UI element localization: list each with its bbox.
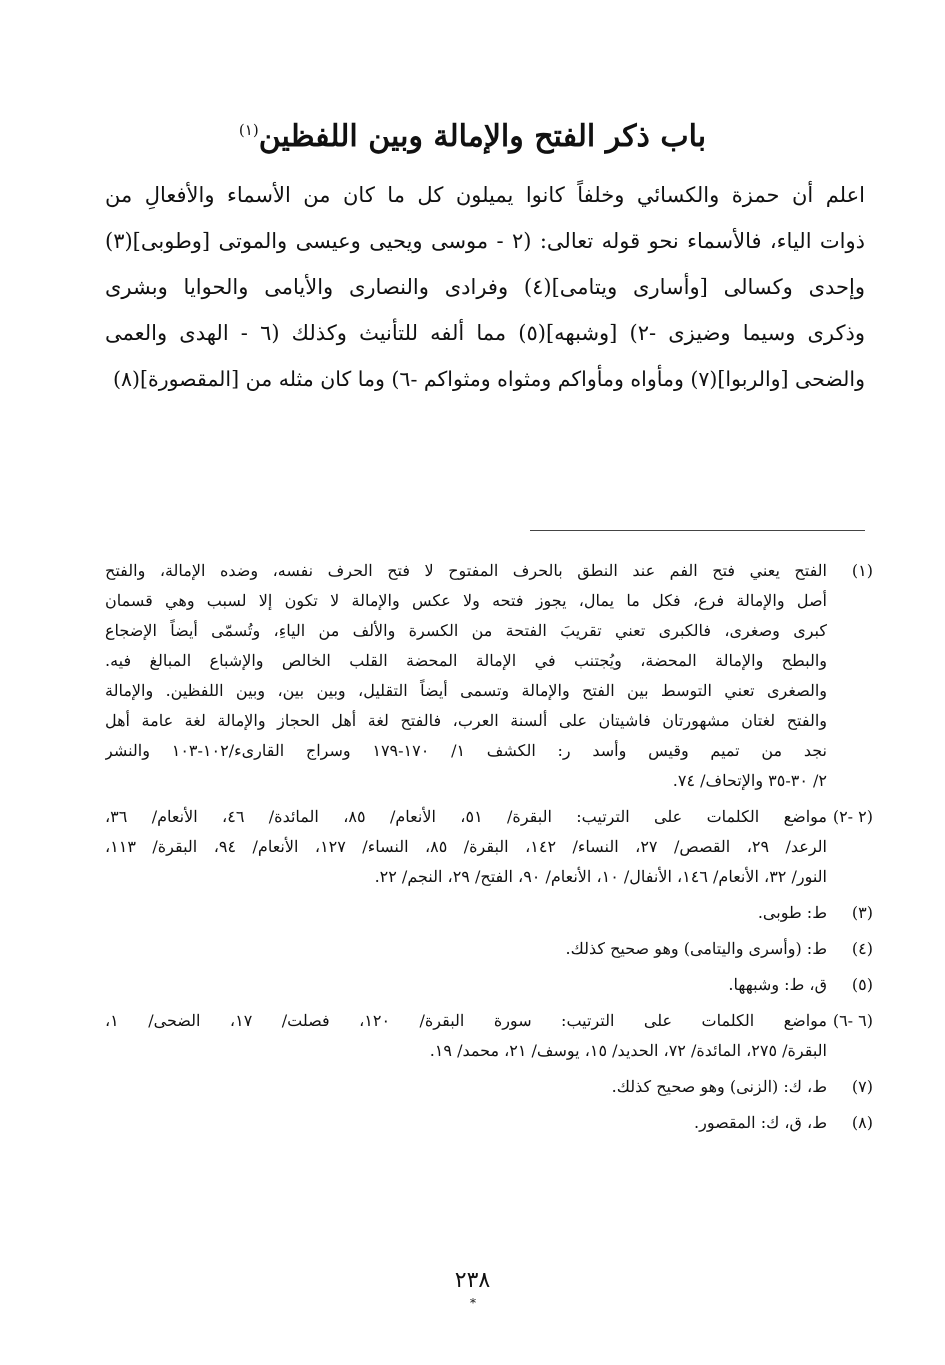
footnote-line: ط، ك: (الزنى) وهو صحيح كذلك. <box>611 1077 827 1096</box>
footnote-separator <box>530 530 865 531</box>
footnote-body <box>105 1006 827 1066</box>
footnote-line: ط، ق، ك: المقصور. <box>694 1113 827 1132</box>
chapter-title-text: باب ذكر الفتح والإمالة وبين اللفظين <box>258 119 707 154</box>
footnote-number: (٨) <box>851 1113 873 1132</box>
footnote-line: والصغرى تعني التوسط بين الفتح والإمالة وتسمى أيضاً التقليل، وبين بين، وبين اللفظين. والإمالة <box>105 681 827 700</box>
main-text <box>105 172 865 402</box>
footnote <box>105 934 873 964</box>
footnote-line: البقرة/ ٢٧٥، المائدة/ ٧٢، الحديد/ ١٥، يوسف/ ٢١، محمد/ ١٩. <box>429 1041 827 1060</box>
main-text-line: وإحدى وكسالى [وأسارى ويتامى](٤) وفرادى والنصارى والأيامى والحوايا وبشرى <box>105 275 865 299</box>
footnote-line: ط: طوبى. <box>757 903 827 922</box>
footnotes <box>105 556 873 1144</box>
footnote-line: الفتح يعني فتح الفم عند النطق بالحرف المفتوح لا فتح الحرف نفسه، وضده الإمالة، والفتح <box>105 561 827 580</box>
chapter-title <box>0 108 945 159</box>
footnote-number: (٤) <box>851 939 873 958</box>
bottom-mark: * <box>470 1296 476 1310</box>
footnote <box>105 898 873 928</box>
footnote-number: (٢ -٢) <box>832 807 873 826</box>
footnote-line: النور/ ٣٢، الأنعام/ ١٤٦، الأنفال/ ١٠، الأنعام/ ٩٠، الفتح/ ٢٩، النجم/ ٢٢. <box>374 867 827 886</box>
main-text-line: والضحى [والربوا](٧) ومأواه ومأواكم ومثواه ومثواكم -٦) وما كان مثله من [المقصورة](٨) <box>112 367 865 391</box>
footnote-number: (٣) <box>851 903 873 922</box>
footnote <box>105 1072 873 1102</box>
footnote-body <box>105 970 827 1000</box>
footnote-body <box>105 556 827 796</box>
footnote-line: أصل والإمالة فرع، فكل ما يمال، يجوز فتحه ولا عكس والإمالة لا تكون إلا لسبب وهي قسمان <box>105 591 827 610</box>
footnote-number: (٧) <box>851 1077 873 1096</box>
footnote-line: مواضع الكلمات على الترتيب: البقرة/ ٥١، الأنعام/ ٨٥، المائدة/ ٤٦، الأنعام/ ٣٦، <box>105 807 827 826</box>
footnote-line: ط: (وأسرى واليتامى) وهو صحيح كذلك. <box>565 939 827 958</box>
footnote <box>105 802 873 892</box>
footnote-body <box>105 1108 827 1138</box>
main-text-line: اعلم أن حمزة والكسائي وخلفاً كانوا يميلون كل ما كان من الأسماء والأفعالِ من <box>105 183 865 207</box>
footnote-body <box>105 1072 827 1102</box>
footnote-line: والفتح لغتان مشهورتان فاشيتان على ألسنة العرب، فالفتح لغة أهل الحجاز والإمالة لغة عامة أهل <box>105 711 827 730</box>
footnote-line: الرعد/ ٢٩، القصص/ ٢٧، النساء/ ١٤٢، البقرة/ ٨٥، النساء/ ١٢٧، الأنعام/ ٩٤، البقرة/ ١١٣، <box>105 837 827 856</box>
footnote-number: (٥) <box>851 975 873 994</box>
footnote <box>105 1108 873 1138</box>
footnote-body <box>105 934 827 964</box>
footnote-body <box>105 898 827 928</box>
page-number: ٢٣٨ <box>454 1268 491 1293</box>
chapter-title-note-ref: (١) <box>238 121 259 139</box>
footnote-line: مواضع الكلمات على الترتيب: سورة البقرة/ ١٢٠، فصلت/ ١٧، الضحى/ ١، <box>105 1011 827 1030</box>
footnote <box>105 556 873 796</box>
main-text-line: وذكرى وسيما وضيزى -٢) [وشبهه](٥) مما ألفه للتأنيث وكذلك (٦ - الهدى والعمى <box>105 321 865 345</box>
footnote <box>105 1006 873 1066</box>
footnote <box>105 970 873 1000</box>
footnote-line: والبطح والإمالة المحضة، ويُجتنب في الإمالة المحضة القلب الخالص والإشباع المبالغ فيه. <box>105 651 827 670</box>
footnote-line: كبرى وصغرى، فالكبرى تعني تقريبَ الفتحة من الكسرة والألف من الياءِ، وتُسمّى أيضاً الإضجاع <box>105 621 827 640</box>
footnote-number: (١) <box>851 561 873 580</box>
footnote-line: ق، ط: وشبهها. <box>728 975 827 994</box>
footnote-body <box>105 802 827 892</box>
main-text-line: ذوات الياء، فالأسماء نحو قوله تعالى: (٢ - موسى ويحيى وعيسى والموتى [وطوبى](٣) <box>105 229 865 253</box>
footnote-number: (٦ -٦) <box>832 1011 873 1030</box>
footnote-line: نجد من تميم وقيس وأسد ر: الكشف ١/ ١٧٠-١٧٩ وسراج القارىء/١٠٢-١٠٣ والنشر <box>105 741 827 760</box>
footnote-line: ٢/ ٣٠-٣٥ والإتحاف/ ٧٤. <box>672 771 827 790</box>
